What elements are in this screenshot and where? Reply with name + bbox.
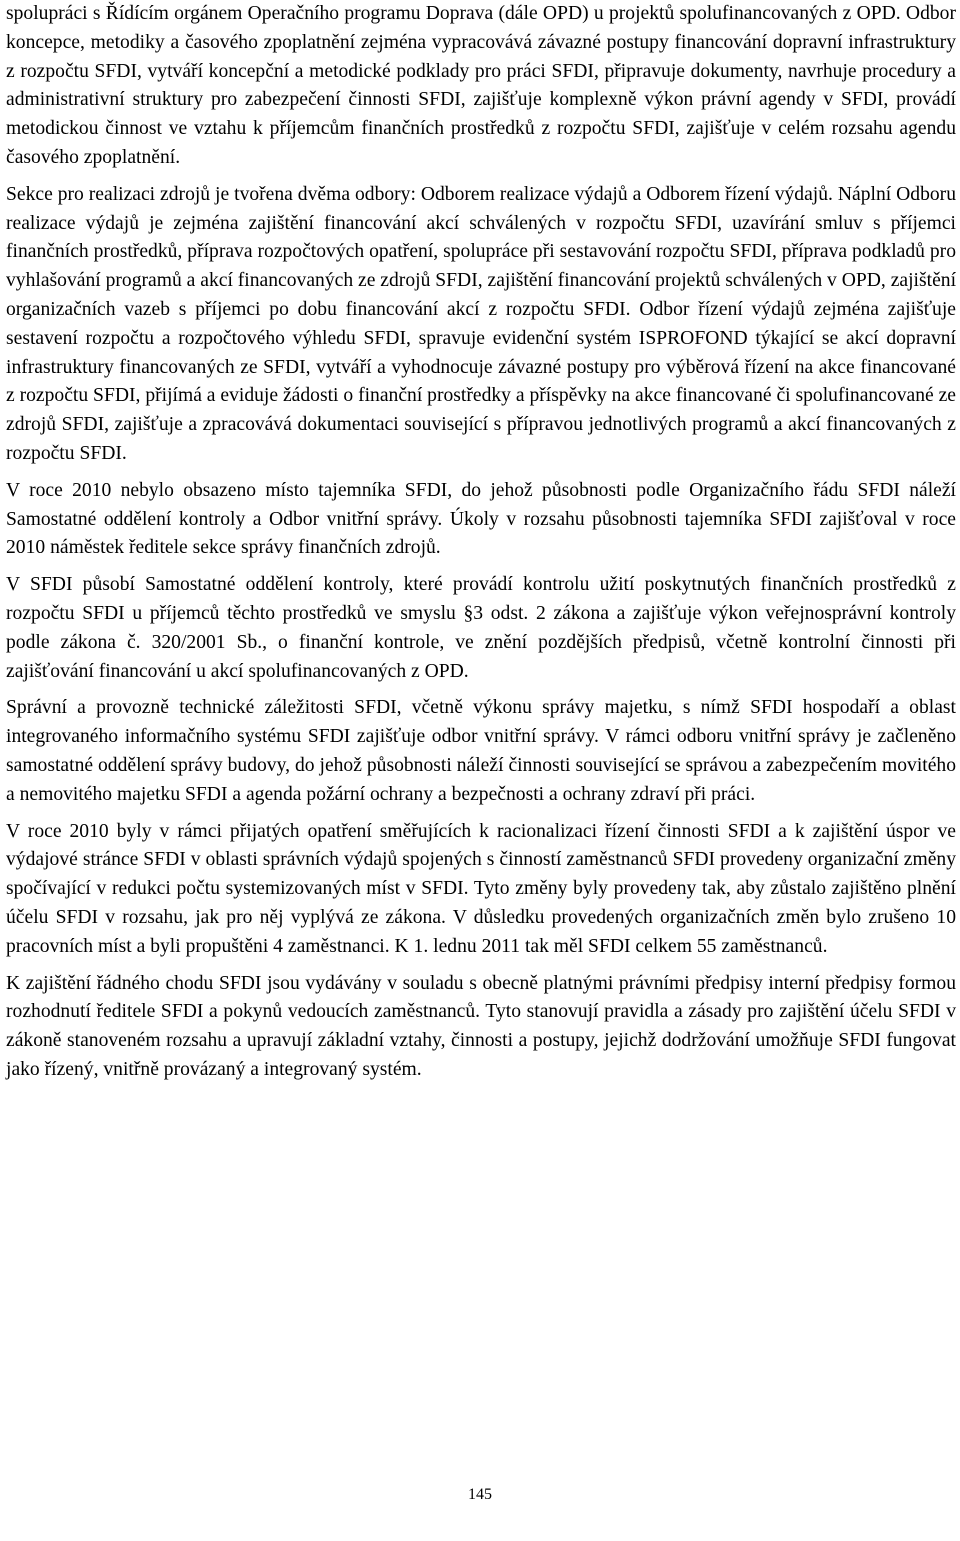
paragraph-2: Sekce pro realizaci zdrojů je tvořena dvěma odbory: Odborem realizace výdajů a Odborem řízení výdajů. Náplní Odboru realizace výdajů je zejména zajištění financování akcí schválených v rozpočtu SFDI, uzavírání smluv s příjemci finančních prostředků, příprava rozpočtových opatření, spolupráce při sestavování rozpočtu SFDI, příprava podkladů pro vyhlašování programů a akcí financovaných ze zdrojů SFDI, zajištění financování projektů schválených v OPD, zajištění organizačních vazeb s příjemci po dobu financování akcí z rozpočtu SFDI. Odbor řízení výdajů zejména zajišťuje sestavení rozpočtu a rozpočtového výhledu SFDI, spravuje evidenční systém ISPROFOND týkající se akcí dopravní infrastruktury financovaných ze SFDI, vytváří a vyhodnocuje závazné postupy pro výběrová řízení na akce financované z rozpočtu SFDI, přijímá a eviduje žádosti o finanční prostředky a příspěvky na akce financované či spolufinancované ze zdrojů SFDI, zajišťuje a zpracovává dokumentaci související s přípravou jednotlivých programů a akcí financovaných z rozpočtu SFDI. — [6, 183, 957, 464]
paragraph-7: K zajištění řádného chodu SFDI jsou vydávány v souladu s obecně platnými právními předpisy interní předpisy formou rozhodnutí ředitele SFDI a pokynů vedoucích zaměstnanců. Tyto stanovují pravidla a zásady pro zajištění účelu SFDI v zákoně stanoveném rozsahu a upravují základní vztahy, činnosti a postupy, jejichž dodržování umožňuje SFDI fungovat jako řízený, vnitřně provázaný a integrovaný systém. — [6, 972, 956, 1080]
paragraph-6: V roce 2010 byly v rámci přijatých opatření směřujících k racionalizaci řízení činnosti SFDI a k zajištění úspor ve výdajové stránce SFDI v oblasti správních výdajů spojených s činností zaměstnanců SFDI provedeny organizační změny spočívající v redukci počtu systemizovaných míst v SFDI. Tyto změny byly provedeny tak, aby zůstalo zajištěno plnění účelu SFDI v rozsahu, jak pro něj vyplývá ze zákona. V důsledku provedených organizačních změn bylo zrušeno 10 pracovních míst a byli propuštěni 4 zaměstnanci. K 1. lednu 2011 tak měl SFDI celkem 55 zaměstnanců. — [6, 820, 956, 957]
page-number: 145 — [468, 1486, 492, 1503]
paragraph-3: V roce 2010 nebylo obsazeno místo tajemníka SFDI, do jehož působnosti podle Organizačního řádu SFDI náleží Samostatné oddělení kontroly a Odbor vnitřní správy. Úkoly v rozsahu působnosti tajemníka SFDI zajišťoval v roce 2010 náměstek ředitele sekce správy finančních zdrojů. — [6, 479, 956, 559]
paragraph-5: Správní a provozně technické záležitosti SFDI, včetně výkonu správy majetku, s nímž SFDI hospodaří a oblast integrovaného informačního systému SFDI zajišťuje odbor vnitřní správy. V rámci odboru vnitřní správy je začleněno samostatné oddělení správy budovy, do jehož působnosti náleží činnosti související se správou a zabezpečením movitého a nemovitého majetku SFDI a agenda požární ochrany a bezpečnosti a ochrany zdraví při práci. — [6, 697, 956, 805]
paragraph-1: spolupráci s Řídícím orgánem Operačního programu Doprava (dále OPD) u projektů spolufinancovaných z OPD. Odbor koncepce, metodiky a časového zpoplatnění zejména vypracovává závazné postupy financování dopravní infrastruktury z rozpočtu SFDI, vytváří koncepční a metodické podklady pro práci SFDI, připravuje dokumenty, navrhuje procedury a administrativní struktury pro zabezpečení činnosti SFDI, zajišťuje komplexně výkon právní agendy v SFDI, provádí metodickou činnost ve vztahu k příjemcům finančních prostředků z rozpočtu SFDI, zajišťuje v celém rozsahu agendu časového zpoplatnění. — [6, 3, 956, 168]
paragraph-4: V SFDI působí Samostatné oddělení kontroly, které provádí kontrolu užití poskytnutých finančních prostředků z rozpočtu SFDI u příjemců těchto prostředků ve smyslu §3 odst. 2 zákona a zajišťuje výkon veřejnosprávní kontroly podle zákona č. 320/2001 Sb., o finanční kontrole, ve znění pozdějších předpisů, včetně kontrolní činnosti při zajišťování financování u akcí spolufinancovaných z OPD. — [6, 574, 956, 682]
body-text — [6, 0, 956, 1093]
